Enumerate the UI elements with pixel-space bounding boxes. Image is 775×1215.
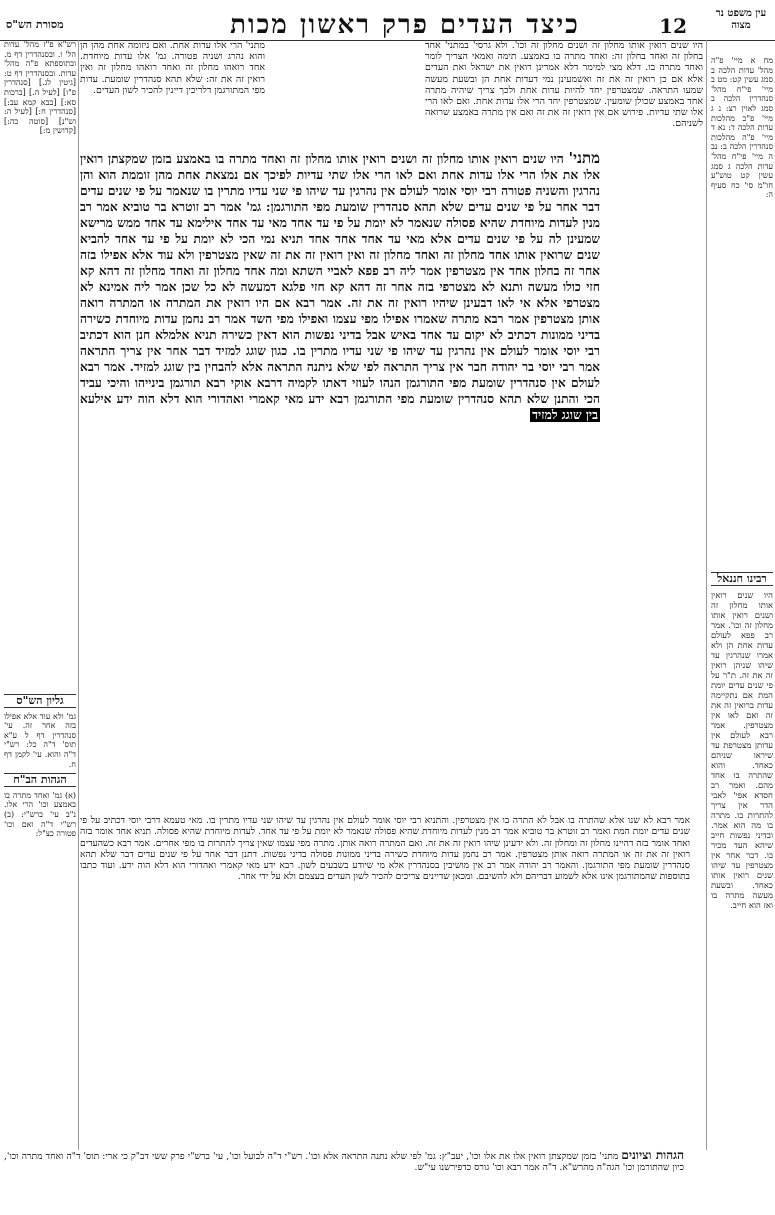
page-number: 12	[659, 14, 687, 38]
rabbeinu-chananel-title: רבינו חננאל	[711, 572, 773, 586]
gilyon-hashas-column	[4, 690, 76, 890]
footer-title: הגהות וציונים	[621, 1150, 684, 1162]
ein-mishpat-column: מח א מיי' פ"ה מהל' עדות הלכה ב סמג עשין קט: מט ב מיי' פי"ח מהל' סנהדרין הלכה ב סמג לאוין רצ: נ ג מיי' פ"כ מהלכות עדות הלכה ד: נא ד מיי' פ"ה מהלכות סנהדרין הלכה ב: נב ה מיי' פי"ח מהל' עדות הלכה ג סמג עשין קט טוש"ע חו"מ סי' כח סעיף ה:	[711, 56, 773, 200]
rashi-column: היו שנים רואין אותו מחלון זה ושנים מחלון זה וכו'. ולא גרסי' במתני' אחד בחלון זה ואחד בחלון זה: ואחד מתרה בו באמצע. תימה ואמאי הצריך לומר ואחד מתרה בו. דלא מצי למימר דלא אמרינן רואין את ישראל ואת העדים אלא אם כן רואין זה את זה ואשמעינן נמי דעדות אחת הן ובשעת מעשה שמעו התראה. שמצטרפין יחד להיות עדות אחת ולכך צריך שיהיה מתרה אחד באמצע שכולן שומעין. שמצטרפין יחד הרי אלו עדות אחת. ואם לאו הרי אלו שתי עדיות. פירוש אם אין רואין זה את זה ואם אין מתרה באמצע שרואה לשניהם.	[425, 40, 703, 130]
mishnah-label: מתני'	[568, 150, 600, 167]
hagahot-habach-title: הגהות הב"ח	[4, 773, 76, 787]
hagahot-habach-text: (א) גמ' ואחד מתרה בו באמצע וכו' הרי אלו. נ"ב עי' ברש"י: (ב) רש"י ד"ה ואם וכו' פטורה כצ"ל:	[4, 790, 76, 839]
column-divider	[78, 40, 79, 1150]
rabbeinu-chananel-text: היו שנים רואין אותו מחלון זה ושנים רואין אותו מחלון זה וכו'. אמר רב פפא לעולם עדות אחת הן ולא אמרו שנהרגין עד שיהו שניהן רואין זה את זה. ת"ר על פי שנים עדים יומת המת אם נתקיימה עדות ברואין זה את זה ואם לאו אין מצטרפין. אמר רבא לעולם אין עדותן מצטרפת עד שיראו שניהם כאחד. והוא שהתרה בו אחד מהם. ואמר רב חסדא אפי' לאבי הדר אין צריך להתרות בו. מתרה בו מה הוא אמר. ובדיני נפשות חייב שיהא העד מכיר בו. דבר אחר אין מצטרפין עד שיהו שנים רואין אותו כאחד. ובשעת מעשה מתרה בו ואז הוא חייב.	[711, 590, 773, 910]
masoret-label: מסורת הש"ס	[6, 18, 64, 31]
highlighted-phrase: בין שוגג למזיד	[532, 408, 598, 422]
masoret-hashas-column: רש"א פ"ז מהל' עדות הל' ו. ובסנהדרין דף מ. ובתוספתא פ"ה מהל' עדות. ובסנהדרין דף ט: [גיטין לג.] [סנהדרין פ"ו] [לעיל ה.] [ברכות סא:] [בבא קמא עב:] [סנהדרין ח:] [לעיל ה: וש"נ] [סוטה כה:] [קדושין מ:]	[4, 40, 76, 136]
page-title: כיצד העדים פרק ראשון מכות	[230, 10, 580, 40]
page-header	[0, 6, 775, 42]
gemara-body: היו שנים רואין אותו מחלון זה ושנים רואין אותו מחלון זה ואחד מתרה בו באמצע בזמן שמקצתן רואין אלו את אלו הרי אלו עדות אחת ואם לאו הרי אלו שתי עדיות לפיכך אם נמצאת אחת מהן זוממת הוא והן נהרגין והשניה פטורה רבי יוסי אומר לעולם אין נהרגין עד שיהו פי שני עדיו מתרין בו שנאמר על פי שנים עדים דבר אחר על פי שנים עדים שלא תהא סנהדרין שומעת מפי התורגמן: גמ' אמר רב זוטרא בר טוביא אמר רב מנין לעדות מיוחדת שהיא פסולה שנאמר לא יומת על פי עד אחד מאי עד אחד אילימא עד אחד ממש מרישא שמעינן לה על פי שנים עדים אלא מאי עד אחד אחד אחד תניא נמי הכי לא יומת על פי עד אחד להביא שנים שרואין אותו אחד מחלון זה ואחד מחלון זה ואין רואין זה את זה שאין מצטרפין ולא עוד אלא אפילו בזה אחר זה בחלון אחד אין מצטרפין אמר ליה רב פפא לאביי השתא ומה אחד מחלון זה ואחד מחלון זה דהא קא חזי כולו מעשה ותנא לא מצטרפי בזה אחר זה דהא קא חזי פלגא דמעשה לא כל שכן אמר ליה אמינא לא מצטרפי אלא אי לאו דבעינן שיהיו רואין זה את זה. אמר רבא אם היו רואין את המתרה או המתרה רואה אותן מצטרפין אמר רבא מתרה שאמרו אפילו מפי עצמו ואפילו מפי השד אמר רב נחמן עדות מיוחדת כשירה בדיני ממונות דכתיב לא יקום עד אחד באיש אבל בדיני נפשות הוא דאין כשירה תניא אלמלא חנן הוא דכתיב רבי יוסי אומר לעולם אין נהרגין עד שיהו פי שני עדיו מתרין בו. כגון שוגג למזיד דבר אחר אין צריך התראה אמר רבי יוסי בר יהודה חבר אין צריך התראה לפי שלא ניתנה התראה אלא להבחין בין שוגג למזיד. אמר רבא לעולם אין סנהדרין שומעת מפי התורגמן הנהו לעוזי דאתו לקמיה דרבא אוקי רבא תורגמן בינייהו והיכי עביד הכי והתנן שלא תהא סנהדרין שומעת מפי התורגמן רבא ידע מאי קאמרי ואהדורי הוא דלא הוה ידע אילעא	[80, 152, 600, 406]
ein-mishpat-label: עין משפט נר מצוה	[715, 8, 767, 31]
page-footer	[4, 1150, 684, 1210]
commentary-bottom: אמר רבא לא שנו אלא שהתרה בו אבל לא התרה בו אין מצטרפין. והתניא רבי יוסי אומר לעולם אין נהרגין עד שיהו שני עדיו מתרין בו. מאי טעמא דרבי יוסי דכתיב על פי שנים עדים יומת המת ואמר רב זוטרא בר טוביא אמר רב מנין לעדות מיוחדת שהיא פסולה שנאמר לא יומת על פי עד אחד. לעדות מיוחדת שהיא פסולה. תניא אחד אומר בזה ואחד אומר בזה דהיינו מחלון זה ומחלון זה. ולא ידעינן שיהו רואין זה את זה. ואם המתרה רואה אותן. מתרה מפי עצמו שאין צריך להתרות בו מפי אחרים. אמר רבא כשהעדים רואין זה את זה או המתרה רואה אותן מצטרפין. אמר רב נחמן עדות מיוחדת כשירה בדיני ממונות פסולה בדיני נפשות. דתנן דבר אחר על פי שנים עדים דבר שלא תהא סנהדרין שומעת מפי התורגמן. והאמר רב יהודה אמר רב אין מושיבין בסנהדרין אלא מי שיודע בשבעים לשון. רבא ידע מאי קאמרי ואהדורי הוא דלא הוה ידע. ועוד כתבו בתוספות שהמתורגמן אינו אלא לשמוע דבריהם ולא להשיבם. ומכאן שדיינים צריכים להכיר לשון העדים בעצמם ולא על ידי אחר.	[80, 815, 690, 883]
tosafot-column: מתני' הרי אלו עדות אחת. ואם ניזומה אחת מהן הן והוא נהרג ושניה פטורה. גמ' אלו עדות מיוחדת. אחד רואהו מחלון זה ואחד רואהו מחלון זה ואין רואין זה את זה: שלא תהא סנהדרין שומעת. עדות מפי המתורגמן דלריכין דיינין להכיר לשון העדים.	[80, 40, 265, 96]
gilyon-hashas-title: גליון הש"ס	[4, 694, 76, 708]
rabbeinu-chananel-column	[711, 568, 773, 1208]
column-divider	[706, 40, 707, 1150]
gilyon-hashas-text: גמ' ולא עוד אלא אפילו בזה אחר זה. עי' סנהדרין דף ל ע"א תוס' ד"ה כל: רש"י ד"ה והוא. עי' לקמן דף ח.	[4, 711, 76, 769]
footer-text: מתני' בזמן שמקצתן רואין אלו את אלו וכו', יעב"ץ: גמ' לפי שלא נתנה התראה אלא וכו'. רש"י ד"ה לבועל וכו', עי' ברש"י פרק ששי דב"ק כי ארי: תוס' ד"ה ואחד מתרה וכו', כיון שהתורמן וכו' הגה"ה מהרש"א. ד"ה אמר רבא וכו' גורס כדפירשנו עי"ש.	[4, 1151, 684, 1173]
gemara-main-text	[80, 150, 600, 810]
